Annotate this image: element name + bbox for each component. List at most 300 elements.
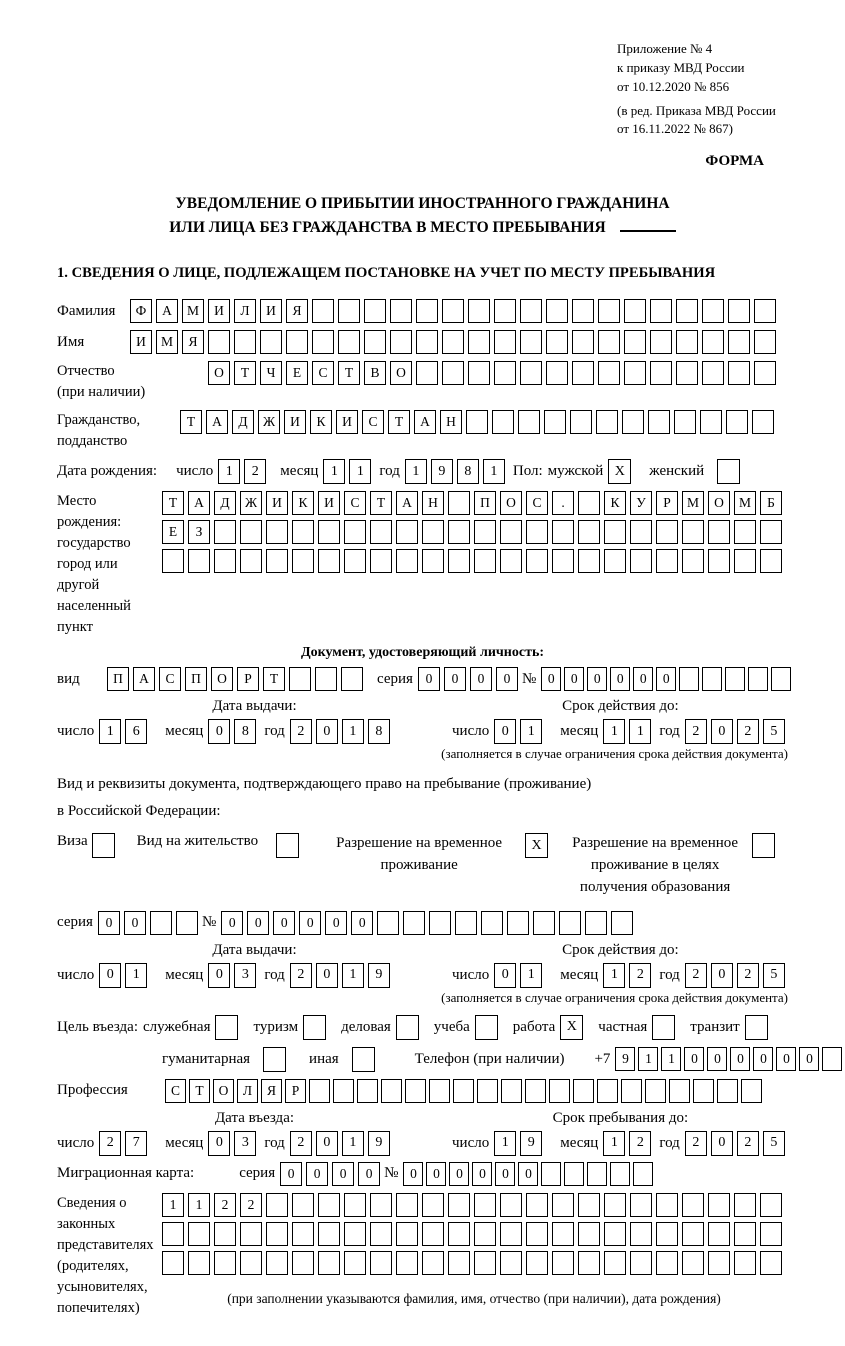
- char-cell[interactable]: [344, 520, 366, 544]
- char-cell[interactable]: [468, 330, 490, 354]
- char-cell[interactable]: [708, 1222, 730, 1246]
- char-cell[interactable]: 1: [661, 1047, 681, 1071]
- char-cell[interactable]: [455, 911, 477, 935]
- char-cell[interactable]: [598, 330, 620, 354]
- char-cell[interactable]: 0: [325, 911, 347, 935]
- char-cell[interactable]: 0: [470, 667, 492, 691]
- char-cell[interactable]: О: [213, 1079, 234, 1103]
- char-cell[interactable]: И: [266, 491, 288, 515]
- char-cell[interactable]: [587, 1162, 607, 1186]
- char-cell[interactable]: 0: [711, 1131, 733, 1156]
- char-cell[interactable]: 0: [494, 719, 516, 744]
- char-cell[interactable]: [315, 667, 337, 691]
- char-cell[interactable]: Я: [261, 1079, 282, 1103]
- char-cell[interactable]: 0: [587, 667, 607, 691]
- char-cell[interactable]: 6: [125, 719, 147, 744]
- char-cell[interactable]: [702, 330, 724, 354]
- char-cell[interactable]: [645, 1079, 666, 1103]
- char-cell[interactable]: [682, 1193, 704, 1217]
- char-cell[interactable]: С: [362, 410, 384, 434]
- char-cell[interactable]: [338, 330, 360, 354]
- char-cell[interactable]: 2: [685, 963, 707, 988]
- char-cell[interactable]: И: [130, 330, 152, 354]
- char-cell[interactable]: Ф: [130, 299, 152, 323]
- char-cell[interactable]: О: [208, 361, 230, 385]
- char-cell[interactable]: 0: [564, 667, 584, 691]
- char-cell[interactable]: [572, 330, 594, 354]
- char-cell[interactable]: [150, 911, 172, 935]
- char-cell[interactable]: [442, 361, 464, 385]
- char-cell[interactable]: [650, 330, 672, 354]
- char-cell[interactable]: [679, 667, 699, 691]
- char-cell[interactable]: [748, 667, 768, 691]
- char-cell[interactable]: [526, 1222, 548, 1246]
- char-cell[interactable]: 0: [449, 1162, 469, 1186]
- char-cell[interactable]: [702, 361, 724, 385]
- char-cell[interactable]: [240, 549, 262, 573]
- char-cell[interactable]: 1: [342, 963, 364, 988]
- char-cell[interactable]: [552, 1222, 574, 1246]
- char-cell[interactable]: П: [185, 667, 207, 691]
- char-cell[interactable]: [525, 1079, 546, 1103]
- char-cell[interactable]: 0: [273, 911, 295, 935]
- char-cell[interactable]: [630, 1251, 652, 1275]
- char-cell[interactable]: [578, 1222, 600, 1246]
- purpose-tourism-checkbox[interactable]: [303, 1015, 326, 1040]
- char-cell[interactable]: [544, 410, 566, 434]
- char-cell[interactable]: Л: [234, 299, 256, 323]
- char-cell[interactable]: 1: [405, 459, 427, 484]
- char-cell[interactable]: [474, 1193, 496, 1217]
- char-cell[interactable]: [381, 1079, 402, 1103]
- char-cell[interactable]: [344, 549, 366, 573]
- char-cell[interactable]: [318, 1251, 340, 1275]
- char-cell[interactable]: [396, 1251, 418, 1275]
- char-cell[interactable]: [318, 1193, 340, 1217]
- char-cell[interactable]: [208, 330, 230, 354]
- char-cell[interactable]: 2: [737, 719, 759, 744]
- char-cell[interactable]: [728, 361, 750, 385]
- char-cell[interactable]: [416, 299, 438, 323]
- char-cell[interactable]: [669, 1079, 690, 1103]
- char-cell[interactable]: К: [604, 491, 626, 515]
- char-cell[interactable]: [344, 1222, 366, 1246]
- char-cell[interactable]: [448, 1251, 470, 1275]
- char-cell[interactable]: 0: [332, 1162, 354, 1186]
- char-cell[interactable]: [578, 520, 600, 544]
- char-cell[interactable]: [520, 330, 542, 354]
- char-cell[interactable]: 0: [351, 911, 373, 935]
- char-cell[interactable]: Я: [286, 299, 308, 323]
- char-cell[interactable]: [442, 299, 464, 323]
- char-cell[interactable]: [403, 911, 425, 935]
- char-cell[interactable]: [578, 1251, 600, 1275]
- char-cell[interactable]: [416, 330, 438, 354]
- char-cell[interactable]: [552, 549, 574, 573]
- char-cell[interactable]: [289, 667, 311, 691]
- char-cell[interactable]: [422, 520, 444, 544]
- char-cell[interactable]: Е: [162, 520, 184, 544]
- char-cell[interactable]: 0: [124, 911, 146, 935]
- char-cell[interactable]: 0: [711, 963, 733, 988]
- char-cell[interactable]: 0: [656, 667, 676, 691]
- char-cell[interactable]: [734, 1251, 756, 1275]
- char-cell[interactable]: 1: [603, 963, 625, 988]
- char-cell[interactable]: 0: [776, 1047, 796, 1071]
- char-cell[interactable]: 0: [496, 667, 518, 691]
- char-cell[interactable]: [621, 1079, 642, 1103]
- char-cell[interactable]: 5: [763, 719, 785, 744]
- char-cell[interactable]: [468, 361, 490, 385]
- char-cell[interactable]: Я: [182, 330, 204, 354]
- char-cell[interactable]: [630, 549, 652, 573]
- char-cell[interactable]: К: [310, 410, 332, 434]
- char-cell[interactable]: [573, 1079, 594, 1103]
- char-cell[interactable]: Т: [370, 491, 392, 515]
- char-cell[interactable]: [822, 1047, 842, 1071]
- char-cell[interactable]: [741, 1079, 762, 1103]
- char-cell[interactable]: 1: [629, 719, 651, 744]
- char-cell[interactable]: 1: [323, 459, 345, 484]
- char-cell[interactable]: 9: [368, 963, 390, 988]
- char-cell[interactable]: [726, 410, 748, 434]
- char-cell[interactable]: А: [206, 410, 228, 434]
- char-cell[interactable]: А: [156, 299, 178, 323]
- char-cell[interactable]: [526, 549, 548, 573]
- char-cell[interactable]: 1: [494, 1131, 516, 1156]
- char-cell[interactable]: [734, 549, 756, 573]
- char-cell[interactable]: [760, 549, 782, 573]
- char-cell[interactable]: [390, 330, 412, 354]
- char-cell[interactable]: [370, 520, 392, 544]
- char-cell[interactable]: 0: [221, 911, 243, 935]
- char-cell[interactable]: 0: [707, 1047, 727, 1071]
- char-cell[interactable]: [760, 1193, 782, 1217]
- char-cell[interactable]: [624, 330, 646, 354]
- char-cell[interactable]: 0: [247, 911, 269, 935]
- char-cell[interactable]: В: [364, 361, 386, 385]
- char-cell[interactable]: С: [344, 491, 366, 515]
- char-cell[interactable]: 0: [711, 719, 733, 744]
- char-cell[interactable]: [370, 1251, 392, 1275]
- char-cell[interactable]: О: [390, 361, 412, 385]
- char-cell[interactable]: [682, 520, 704, 544]
- char-cell[interactable]: И: [336, 410, 358, 434]
- char-cell[interactable]: [240, 1251, 262, 1275]
- char-cell[interactable]: [578, 491, 600, 515]
- char-cell[interactable]: Ж: [258, 410, 280, 434]
- char-cell[interactable]: [760, 1222, 782, 1246]
- char-cell[interactable]: [442, 330, 464, 354]
- char-cell[interactable]: [481, 911, 503, 935]
- char-cell[interactable]: И: [318, 491, 340, 515]
- char-cell[interactable]: 1: [218, 459, 240, 484]
- char-cell[interactable]: П: [107, 667, 129, 691]
- char-cell[interactable]: 2: [290, 1131, 312, 1156]
- char-cell[interactable]: [341, 667, 363, 691]
- char-cell[interactable]: [771, 667, 791, 691]
- char-cell[interactable]: 0: [753, 1047, 773, 1071]
- char-cell[interactable]: С: [159, 667, 181, 691]
- char-cell[interactable]: 0: [541, 667, 561, 691]
- char-cell[interactable]: [604, 520, 626, 544]
- char-cell[interactable]: Т: [338, 361, 360, 385]
- char-cell[interactable]: [396, 549, 418, 573]
- char-cell[interactable]: [754, 330, 776, 354]
- char-cell[interactable]: 0: [299, 911, 321, 935]
- temp-residence-checkbox[interactable]: X: [525, 833, 548, 858]
- char-cell[interactable]: Е: [286, 361, 308, 385]
- char-cell[interactable]: А: [396, 491, 418, 515]
- char-cell[interactable]: [650, 361, 672, 385]
- char-cell[interactable]: 1: [162, 1193, 184, 1217]
- char-cell[interactable]: [682, 549, 704, 573]
- char-cell[interactable]: [572, 361, 594, 385]
- char-cell[interactable]: 0: [99, 963, 121, 988]
- char-cell[interactable]: [214, 1251, 236, 1275]
- char-cell[interactable]: [448, 549, 470, 573]
- char-cell[interactable]: [541, 1162, 561, 1186]
- char-cell[interactable]: 0: [208, 719, 230, 744]
- purpose-commercial-checkbox[interactable]: [396, 1015, 419, 1040]
- char-cell[interactable]: [546, 330, 568, 354]
- char-cell[interactable]: [682, 1251, 704, 1275]
- char-cell[interactable]: [422, 1193, 444, 1217]
- char-cell[interactable]: [416, 361, 438, 385]
- char-cell[interactable]: [604, 1251, 626, 1275]
- char-cell[interactable]: [214, 520, 236, 544]
- char-cell[interactable]: 0: [358, 1162, 380, 1186]
- char-cell[interactable]: [676, 361, 698, 385]
- char-cell[interactable]: [318, 1222, 340, 1246]
- char-cell[interactable]: С: [165, 1079, 186, 1103]
- char-cell[interactable]: [312, 299, 334, 323]
- char-cell[interactable]: 0: [316, 963, 338, 988]
- char-cell[interactable]: [370, 549, 392, 573]
- char-cell[interactable]: [656, 520, 678, 544]
- char-cell[interactable]: [598, 361, 620, 385]
- char-cell[interactable]: [518, 410, 540, 434]
- char-cell[interactable]: [500, 1251, 522, 1275]
- char-cell[interactable]: 0: [518, 1162, 538, 1186]
- char-cell[interactable]: 0: [208, 1131, 230, 1156]
- char-cell[interactable]: [292, 1251, 314, 1275]
- char-cell[interactable]: 8: [457, 459, 479, 484]
- char-cell[interactable]: [453, 1079, 474, 1103]
- char-cell[interactable]: [702, 667, 722, 691]
- char-cell[interactable]: Ч: [260, 361, 282, 385]
- char-cell[interactable]: 1: [342, 1131, 364, 1156]
- char-cell[interactable]: [312, 330, 334, 354]
- residence-permit-checkbox[interactable]: [276, 833, 299, 858]
- char-cell[interactable]: [717, 1079, 738, 1103]
- char-cell[interactable]: [674, 410, 696, 434]
- char-cell[interactable]: 0: [684, 1047, 704, 1071]
- char-cell[interactable]: [552, 520, 574, 544]
- char-cell[interactable]: [604, 1193, 626, 1217]
- char-cell[interactable]: И: [260, 299, 282, 323]
- char-cell[interactable]: [546, 299, 568, 323]
- char-cell[interactable]: 0: [730, 1047, 750, 1071]
- char-cell[interactable]: Т: [263, 667, 285, 691]
- char-cell[interactable]: [708, 1193, 730, 1217]
- char-cell[interactable]: 2: [737, 963, 759, 988]
- char-cell[interactable]: [318, 549, 340, 573]
- char-cell[interactable]: [676, 299, 698, 323]
- char-cell[interactable]: [754, 299, 776, 323]
- char-cell[interactable]: О: [211, 667, 233, 691]
- char-cell[interactable]: [500, 520, 522, 544]
- char-cell[interactable]: 2: [240, 1193, 262, 1217]
- char-cell[interactable]: 1: [99, 719, 121, 744]
- char-cell[interactable]: [370, 1222, 392, 1246]
- char-cell[interactable]: [700, 410, 722, 434]
- char-cell[interactable]: [708, 520, 730, 544]
- char-cell[interactable]: [572, 299, 594, 323]
- char-cell[interactable]: 2: [244, 459, 266, 484]
- char-cell[interactable]: О: [500, 491, 522, 515]
- visa-checkbox[interactable]: [92, 833, 115, 858]
- char-cell[interactable]: 3: [234, 963, 256, 988]
- char-cell[interactable]: [448, 1193, 470, 1217]
- char-cell[interactable]: Т: [162, 491, 184, 515]
- char-cell[interactable]: [162, 1251, 184, 1275]
- char-cell[interactable]: 3: [234, 1131, 256, 1156]
- char-cell[interactable]: [474, 1251, 496, 1275]
- char-cell[interactable]: 1: [603, 719, 625, 744]
- char-cell[interactable]: [578, 549, 600, 573]
- char-cell[interactable]: [405, 1079, 426, 1103]
- char-cell[interactable]: 0: [610, 667, 630, 691]
- char-cell[interactable]: [656, 1251, 678, 1275]
- char-cell[interactable]: И: [284, 410, 306, 434]
- char-cell[interactable]: А: [414, 410, 436, 434]
- char-cell[interactable]: [176, 911, 198, 935]
- char-cell[interactable]: 2: [214, 1193, 236, 1217]
- char-cell[interactable]: [494, 330, 516, 354]
- char-cell[interactable]: 0: [472, 1162, 492, 1186]
- char-cell[interactable]: [422, 549, 444, 573]
- char-cell[interactable]: [676, 330, 698, 354]
- char-cell[interactable]: 2: [629, 963, 651, 988]
- char-cell[interactable]: 0: [98, 911, 120, 935]
- char-cell[interactable]: [596, 410, 618, 434]
- char-cell[interactable]: 0: [316, 1131, 338, 1156]
- char-cell[interactable]: Т: [189, 1079, 210, 1103]
- char-cell[interactable]: У: [630, 491, 652, 515]
- char-cell[interactable]: .: [552, 491, 574, 515]
- char-cell[interactable]: [333, 1079, 354, 1103]
- char-cell[interactable]: [429, 1079, 450, 1103]
- char-cell[interactable]: [559, 911, 581, 935]
- char-cell[interactable]: 9: [520, 1131, 542, 1156]
- char-cell[interactable]: 5: [763, 963, 785, 988]
- char-cell[interactable]: М: [734, 491, 756, 515]
- char-cell[interactable]: [266, 520, 288, 544]
- char-cell[interactable]: 0: [208, 963, 230, 988]
- char-cell[interactable]: [494, 361, 516, 385]
- char-cell[interactable]: [448, 491, 470, 515]
- char-cell[interactable]: [570, 410, 592, 434]
- char-cell[interactable]: [702, 299, 724, 323]
- char-cell[interactable]: [422, 1251, 444, 1275]
- char-cell[interactable]: [162, 1222, 184, 1246]
- char-cell[interactable]: Н: [422, 491, 444, 515]
- char-cell[interactable]: [598, 299, 620, 323]
- char-cell[interactable]: [396, 520, 418, 544]
- char-cell[interactable]: М: [156, 330, 178, 354]
- char-cell[interactable]: 1: [638, 1047, 658, 1071]
- char-cell[interactable]: 0: [306, 1162, 328, 1186]
- char-cell[interactable]: 1: [483, 459, 505, 484]
- purpose-business-checkbox[interactable]: [215, 1015, 238, 1040]
- char-cell[interactable]: 0: [799, 1047, 819, 1071]
- char-cell[interactable]: [448, 520, 470, 544]
- char-cell[interactable]: [429, 911, 451, 935]
- char-cell[interactable]: [734, 1222, 756, 1246]
- char-cell[interactable]: [162, 549, 184, 573]
- char-cell[interactable]: [494, 299, 516, 323]
- char-cell[interactable]: [520, 361, 542, 385]
- char-cell[interactable]: [266, 1193, 288, 1217]
- char-cell[interactable]: [474, 520, 496, 544]
- sex-female-checkbox[interactable]: [717, 459, 740, 484]
- char-cell[interactable]: 1: [520, 719, 542, 744]
- char-cell[interactable]: И: [208, 299, 230, 323]
- char-cell[interactable]: 5: [763, 1131, 785, 1156]
- sex-male-checkbox[interactable]: X: [608, 459, 631, 484]
- char-cell[interactable]: 0: [418, 667, 440, 691]
- char-cell[interactable]: М: [682, 491, 704, 515]
- char-cell[interactable]: [549, 1079, 570, 1103]
- purpose-transit-checkbox[interactable]: [745, 1015, 768, 1040]
- char-cell[interactable]: [754, 361, 776, 385]
- char-cell[interactable]: 0: [426, 1162, 446, 1186]
- char-cell[interactable]: К: [292, 491, 314, 515]
- char-cell[interactable]: [370, 1193, 392, 1217]
- char-cell[interactable]: [604, 549, 626, 573]
- char-cell[interactable]: [364, 299, 386, 323]
- char-cell[interactable]: 0: [316, 719, 338, 744]
- char-cell[interactable]: [734, 520, 756, 544]
- char-cell[interactable]: [214, 1222, 236, 1246]
- char-cell[interactable]: [266, 549, 288, 573]
- char-cell[interactable]: 2: [685, 719, 707, 744]
- char-cell[interactable]: С: [312, 361, 334, 385]
- char-cell[interactable]: [188, 1251, 210, 1275]
- char-cell[interactable]: Р: [237, 667, 259, 691]
- char-cell[interactable]: [585, 911, 607, 935]
- purpose-study-checkbox[interactable]: [475, 1015, 498, 1040]
- char-cell[interactable]: Т: [388, 410, 410, 434]
- char-cell[interactable]: [682, 1222, 704, 1246]
- char-cell[interactable]: 2: [290, 719, 312, 744]
- char-cell[interactable]: Р: [656, 491, 678, 515]
- purpose-private-checkbox[interactable]: [652, 1015, 675, 1040]
- char-cell[interactable]: [708, 549, 730, 573]
- char-cell[interactable]: [474, 549, 496, 573]
- char-cell[interactable]: [546, 361, 568, 385]
- char-cell[interactable]: Л: [237, 1079, 258, 1103]
- char-cell[interactable]: [633, 1162, 653, 1186]
- char-cell[interactable]: 0: [495, 1162, 515, 1186]
- char-cell[interactable]: [338, 299, 360, 323]
- char-cell[interactable]: [734, 1193, 756, 1217]
- char-cell[interactable]: [344, 1251, 366, 1275]
- char-cell[interactable]: [188, 1222, 210, 1246]
- char-cell[interactable]: П: [474, 491, 496, 515]
- char-cell[interactable]: [656, 549, 678, 573]
